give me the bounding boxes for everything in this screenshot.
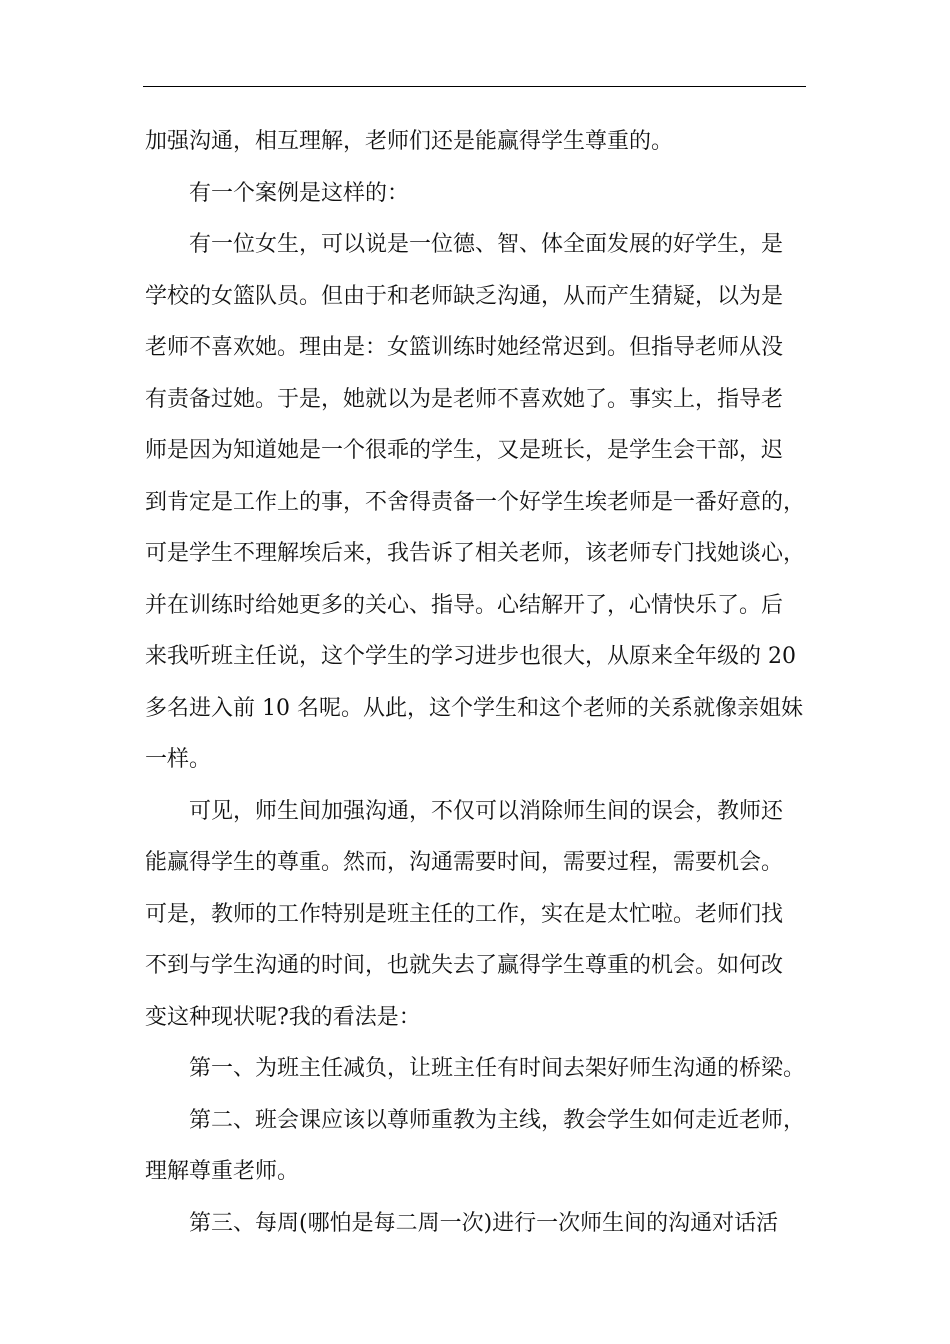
text-line-2: 有一个案例是这样的：: [189, 180, 410, 206]
text-line-19: 第一、为班主任减负，让班主任有时间去架好师生沟通的桥梁。: [189, 1056, 806, 1081]
text-line-5: 老师不喜欢她。理由是：女篮训练时她经常迟到。但指导老师从没: [145, 335, 784, 360]
text-line-9: 可是学生不理解埃后来，我告诉了相关老师，该老师专门找她谈心，: [145, 541, 806, 566]
text-line-4: 学校的女篮队员。但由于和老师缺乏沟通，从而产生猜疑，以为是: [145, 283, 784, 309]
text-line-17: 不到与学生沟通的时间，也就失去了赢得学生尊重的机会。如何改: [145, 953, 784, 978]
text-line-6: 有责备过她。于是，她就以为是老师不喜欢她了。事实上，指导老: [145, 386, 784, 412]
text-line-11: 来我听班主任说，这个学生的学习进步也很大，从原来全年级的 20: [145, 644, 796, 669]
text-line-14: 可见，师生间加强沟通，不仅可以消除师生间的误会，教师还: [189, 798, 784, 824]
text-line-20: 第二、班会课应该以尊师重教为主线，教会学生如何走近老师，: [189, 1107, 806, 1133]
text-line-22: 第三、每周(哪怕是每二周一次)进行一次师生间的沟通对话活: [189, 1210, 779, 1236]
text-line-21: 理解尊重老师。: [145, 1159, 300, 1184]
text-line-10: 并在训练时给她更多的关心、指导。心结解开了，心情快乐了。后: [145, 592, 784, 618]
header-rule: [143, 86, 806, 87]
text-line-8: 到肯定是工作上的事，不舍得责备一个好学生埃老师是一番好意的，: [145, 489, 806, 515]
text-line-7: 师是因为知道她是一个很乖的学生，又是班长，是学生会干部，迟: [145, 438, 784, 463]
text-line-12: 多名进入前 10 名呢。从此，这个学生和这个老师的关系就像亲姐妹: [145, 695, 803, 721]
text-line-18: 变这种现状呢?我的看法是：: [145, 1004, 421, 1030]
text-line-16: 可是，教师的工作特别是班主任的工作，实在是太忙啦。老师们找: [145, 901, 784, 927]
text-line-15: 能赢得学生的尊重。然而，沟通需要时间，需要过程，需要机会。: [145, 850, 784, 875]
text-line-13: 一样。: [145, 747, 212, 772]
document-body: [145, 116, 807, 1249]
text-line-3: 有一位女生，可以说是一位德、智、体全面发展的好学生，是: [189, 232, 784, 257]
text-line-1: 加强沟通，相互理解，老师们还是能赢得学生尊重的。: [145, 129, 674, 154]
